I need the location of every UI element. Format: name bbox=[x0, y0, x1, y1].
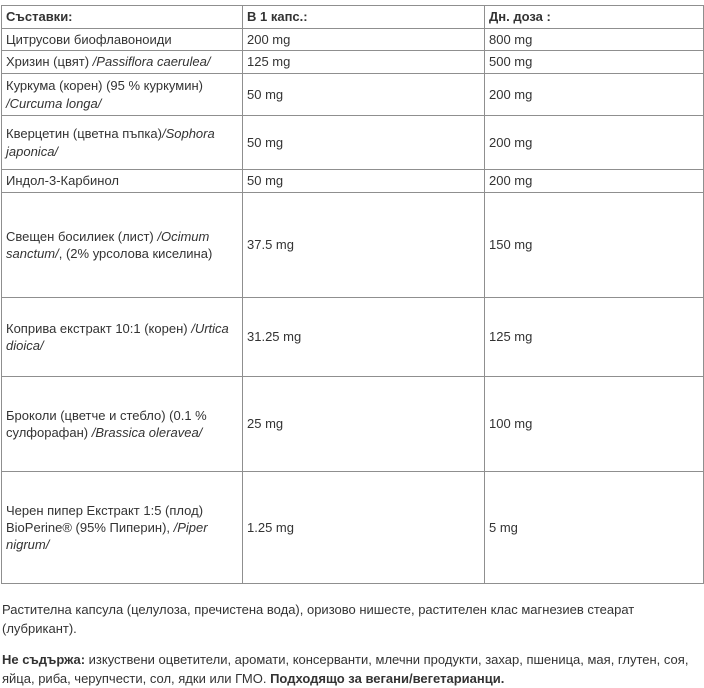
allergen-label: Не съдържа: bbox=[2, 652, 86, 667]
latin-name-text: /Curcuma longa/ bbox=[6, 95, 102, 111]
latin-name-text: /Ocimum sanctum/ bbox=[6, 228, 210, 261]
column-header-per-capsule: В 1 капс.: bbox=[243, 6, 485, 29]
per-capsule-cell: 50 mg bbox=[243, 74, 485, 116]
per-capsule-cell: 200 mg bbox=[243, 29, 485, 51]
ingredient-name-text: Черен пипер Екстракт 1:5 (плод) BioPerine® (95% Пиперин), bbox=[6, 502, 204, 535]
vegan-note: Подходящо за вегани/вегетарианци. bbox=[270, 671, 505, 686]
table-row bbox=[2, 116, 704, 170]
daily-dose-cell: 200 mg bbox=[485, 74, 704, 116]
ingredient-name-cell bbox=[2, 116, 243, 170]
header-row bbox=[2, 6, 704, 29]
per-capsule-cell: 125 mg bbox=[243, 51, 485, 74]
ingredient-name-text: Хризин (цвят) bbox=[6, 54, 93, 70]
ingredient-name-cell bbox=[2, 170, 243, 193]
ingredient-name-text: Кверцетин (цветна пъпка) bbox=[6, 126, 162, 142]
ingredients-body bbox=[2, 29, 704, 584]
latin-name-text: /Urtica dioica/ bbox=[6, 320, 229, 353]
latin-name-text: /Passiflora caerulea/ bbox=[92, 54, 211, 70]
per-capsule-cell: 50 mg bbox=[243, 170, 485, 193]
table-row bbox=[2, 51, 704, 74]
daily-dose-cell: 125 mg bbox=[485, 298, 704, 377]
daily-dose-cell: 200 mg bbox=[485, 170, 704, 193]
allergen-text: изкуствени оцветители, аромати, консерванти, млечни продукти, захар, пшеница, мая, глутен, соя, яйца, риба, черупчести, сол, ядки или ГМО. bbox=[2, 652, 689, 686]
latin-name-text: /Sophora japonica/ bbox=[6, 126, 215, 159]
daily-dose-cell: 800 mg bbox=[485, 29, 704, 51]
daily-dose-cell: 200 mg bbox=[485, 116, 704, 170]
table-row bbox=[2, 29, 704, 51]
latin-name-text: /Piper nigrum/ bbox=[6, 519, 208, 553]
daily-dose-cell: 100 mg bbox=[485, 377, 704, 472]
table-row bbox=[2, 298, 704, 377]
ingredient-name-text: Цитрусови биофлавоноиди bbox=[6, 31, 172, 47]
ingredient-name-cell bbox=[2, 377, 243, 472]
table-row bbox=[2, 74, 704, 116]
capsule-composition-text: Растителна капсула (целулоза, пречистена вода), оризово нишесте, растителен клас магнезиев стеарат (лубрикант). bbox=[2, 602, 635, 636]
per-capsule-cell: 1.25 mg bbox=[243, 472, 485, 584]
ingredient-name-text: Свещен босилиек (лист) bbox=[6, 228, 158, 244]
ingredient-name-cell bbox=[2, 51, 243, 74]
ingredient-name-cell bbox=[2, 298, 243, 377]
column-header-daily-dose: Дн. доза : bbox=[485, 6, 704, 29]
column-header-ingredients: Съставки: bbox=[2, 6, 243, 29]
ingredient-name-cell bbox=[2, 74, 243, 116]
per-capsule-cell: 25 mg bbox=[243, 377, 485, 472]
ingredient-name-text: Коприва екстракт 10:1 (корен) bbox=[6, 320, 192, 336]
supplement-facts-table bbox=[1, 5, 704, 584]
per-capsule-cell: 31.25 mg bbox=[243, 298, 485, 377]
capsule-composition-note bbox=[0, 600, 704, 638]
per-capsule-cell: 50 mg bbox=[243, 116, 485, 170]
daily-dose-cell: 5 mg bbox=[485, 472, 704, 584]
ingredient-name-text: Индол-3-Карбинол bbox=[6, 173, 119, 189]
ingredient-name-text: Броколи (цветче и стебло) (0.1 % сулфорафан) bbox=[6, 407, 207, 440]
table-row bbox=[2, 170, 704, 193]
daily-dose-cell: 500 mg bbox=[485, 51, 704, 74]
daily-dose-cell: 150 mg bbox=[485, 193, 704, 298]
allergen-note bbox=[0, 650, 704, 688]
table-row bbox=[2, 377, 704, 472]
latin-name-text: /Brassica oleravea/ bbox=[91, 425, 203, 440]
ingredient-name-cell bbox=[2, 472, 243, 584]
table-row bbox=[2, 193, 704, 298]
ingredient-name-cell bbox=[2, 29, 243, 51]
table-header bbox=[2, 6, 704, 29]
table-row bbox=[2, 472, 704, 584]
ingredient-name-text: , (2% урсолова киселина) bbox=[58, 246, 213, 261]
ingredient-name-text: Куркума (корен) (95 % куркумин) bbox=[6, 78, 203, 94]
per-capsule-cell: 37.5 mg bbox=[243, 193, 485, 298]
ingredient-name-cell bbox=[2, 193, 243, 298]
